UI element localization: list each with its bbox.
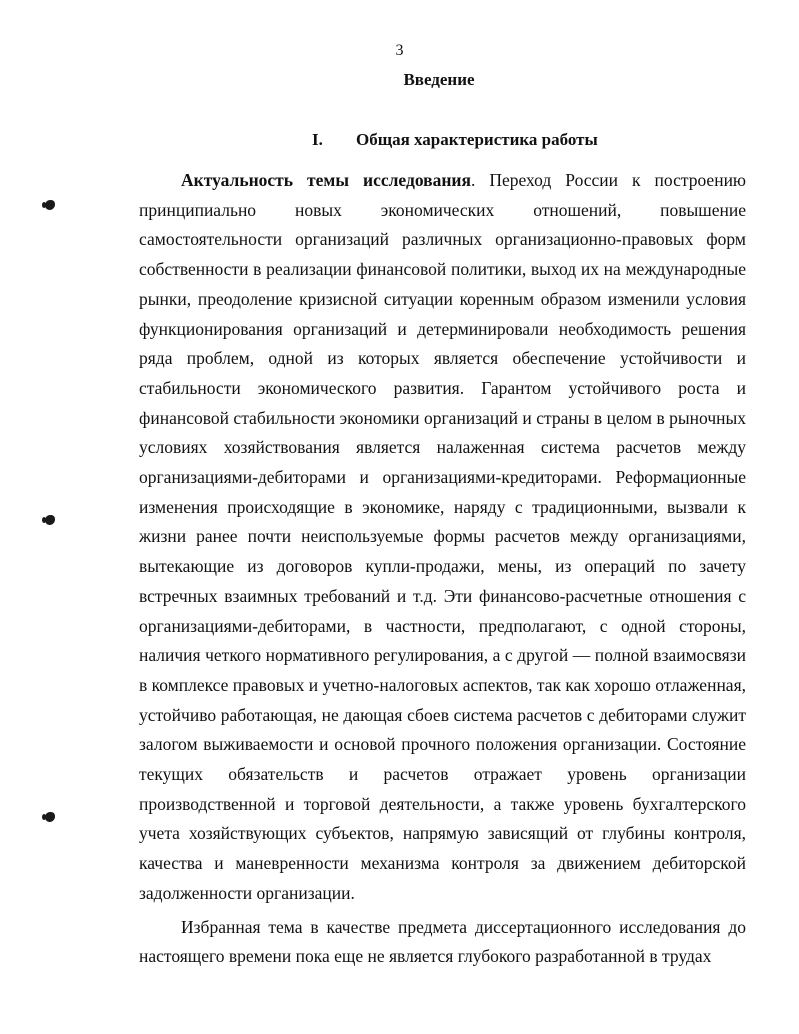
scan-punch-mark: [45, 200, 55, 210]
paragraph-text: Избранная тема в качестве предмета диссертационного исследования до настоящего времени пока еще не является глубокого разработанной в трудах: [139, 916, 746, 967]
paragraph: [139, 913, 746, 972]
page-title: Введение: [403, 70, 475, 89]
scan-punch-mark: [45, 812, 55, 822]
page-number: 3: [395, 42, 404, 59]
section-number: I.: [312, 130, 323, 149]
paragraph: [139, 166, 746, 909]
paragraph-text: . Переход России к построению принципиально новых экономических отношений, повышение самостоятельности организаций различных организационно-правовых форм собственности в реализации финансовой политики, выход их на международные рынки, преодоление кризисной ситуации коренным образом изменили условия функционирования организаций и детерминировали необходимость решения ряда проблем, одной из которых является обеспечение устойчивости и стабильности экономического развития. Гарантом устойчивого роста и финансовой стабильности экономики организаций и страны в целом в рыночных условиях хозяйствования является налаженная система расчетов между организациями-дебиторами и организациями-кредиторами. Реформационные изменения происходящие в экономике, наряду с традиционными, вызвали к жизни ранее почти неиспользуемые формы расчетов между организациями, вытекающие из договоров купли-продажи, мены, из операций по зачету встречных взаимных требований и т.д. Эти финансово-расчетные отношения с организациями-дебиторами, в частности, предполагают, с одной стороны, наличия четкого нормативного регулирования, а с другой — полной взаимосвязи в комплексе правовых и учетно-налоговых аспектов, так как хорошо отлаженная, устойчиво работающая, не дающая сбоев система расчетов с дебиторами служит залогом выживаемости и основой прочного положения организации. Состояние текущих обязательств и расчетов отражает уровень организации производственной и торговой деятельности, а также уровень бухгалтерского учета хозяйствующих субъектов, напрямую зависящий от глубины контроля, качества и маневренности механизма контроля за движением дебиторской задолженности организации.: [139, 170, 747, 903]
scan-punch-mark: [45, 515, 55, 525]
section-heading: [312, 130, 652, 150]
body-text: [139, 166, 746, 972]
paragraph-lead: Актуальность темы исследования: [181, 170, 471, 190]
section-title: Общая характеристика работы: [356, 130, 598, 149]
